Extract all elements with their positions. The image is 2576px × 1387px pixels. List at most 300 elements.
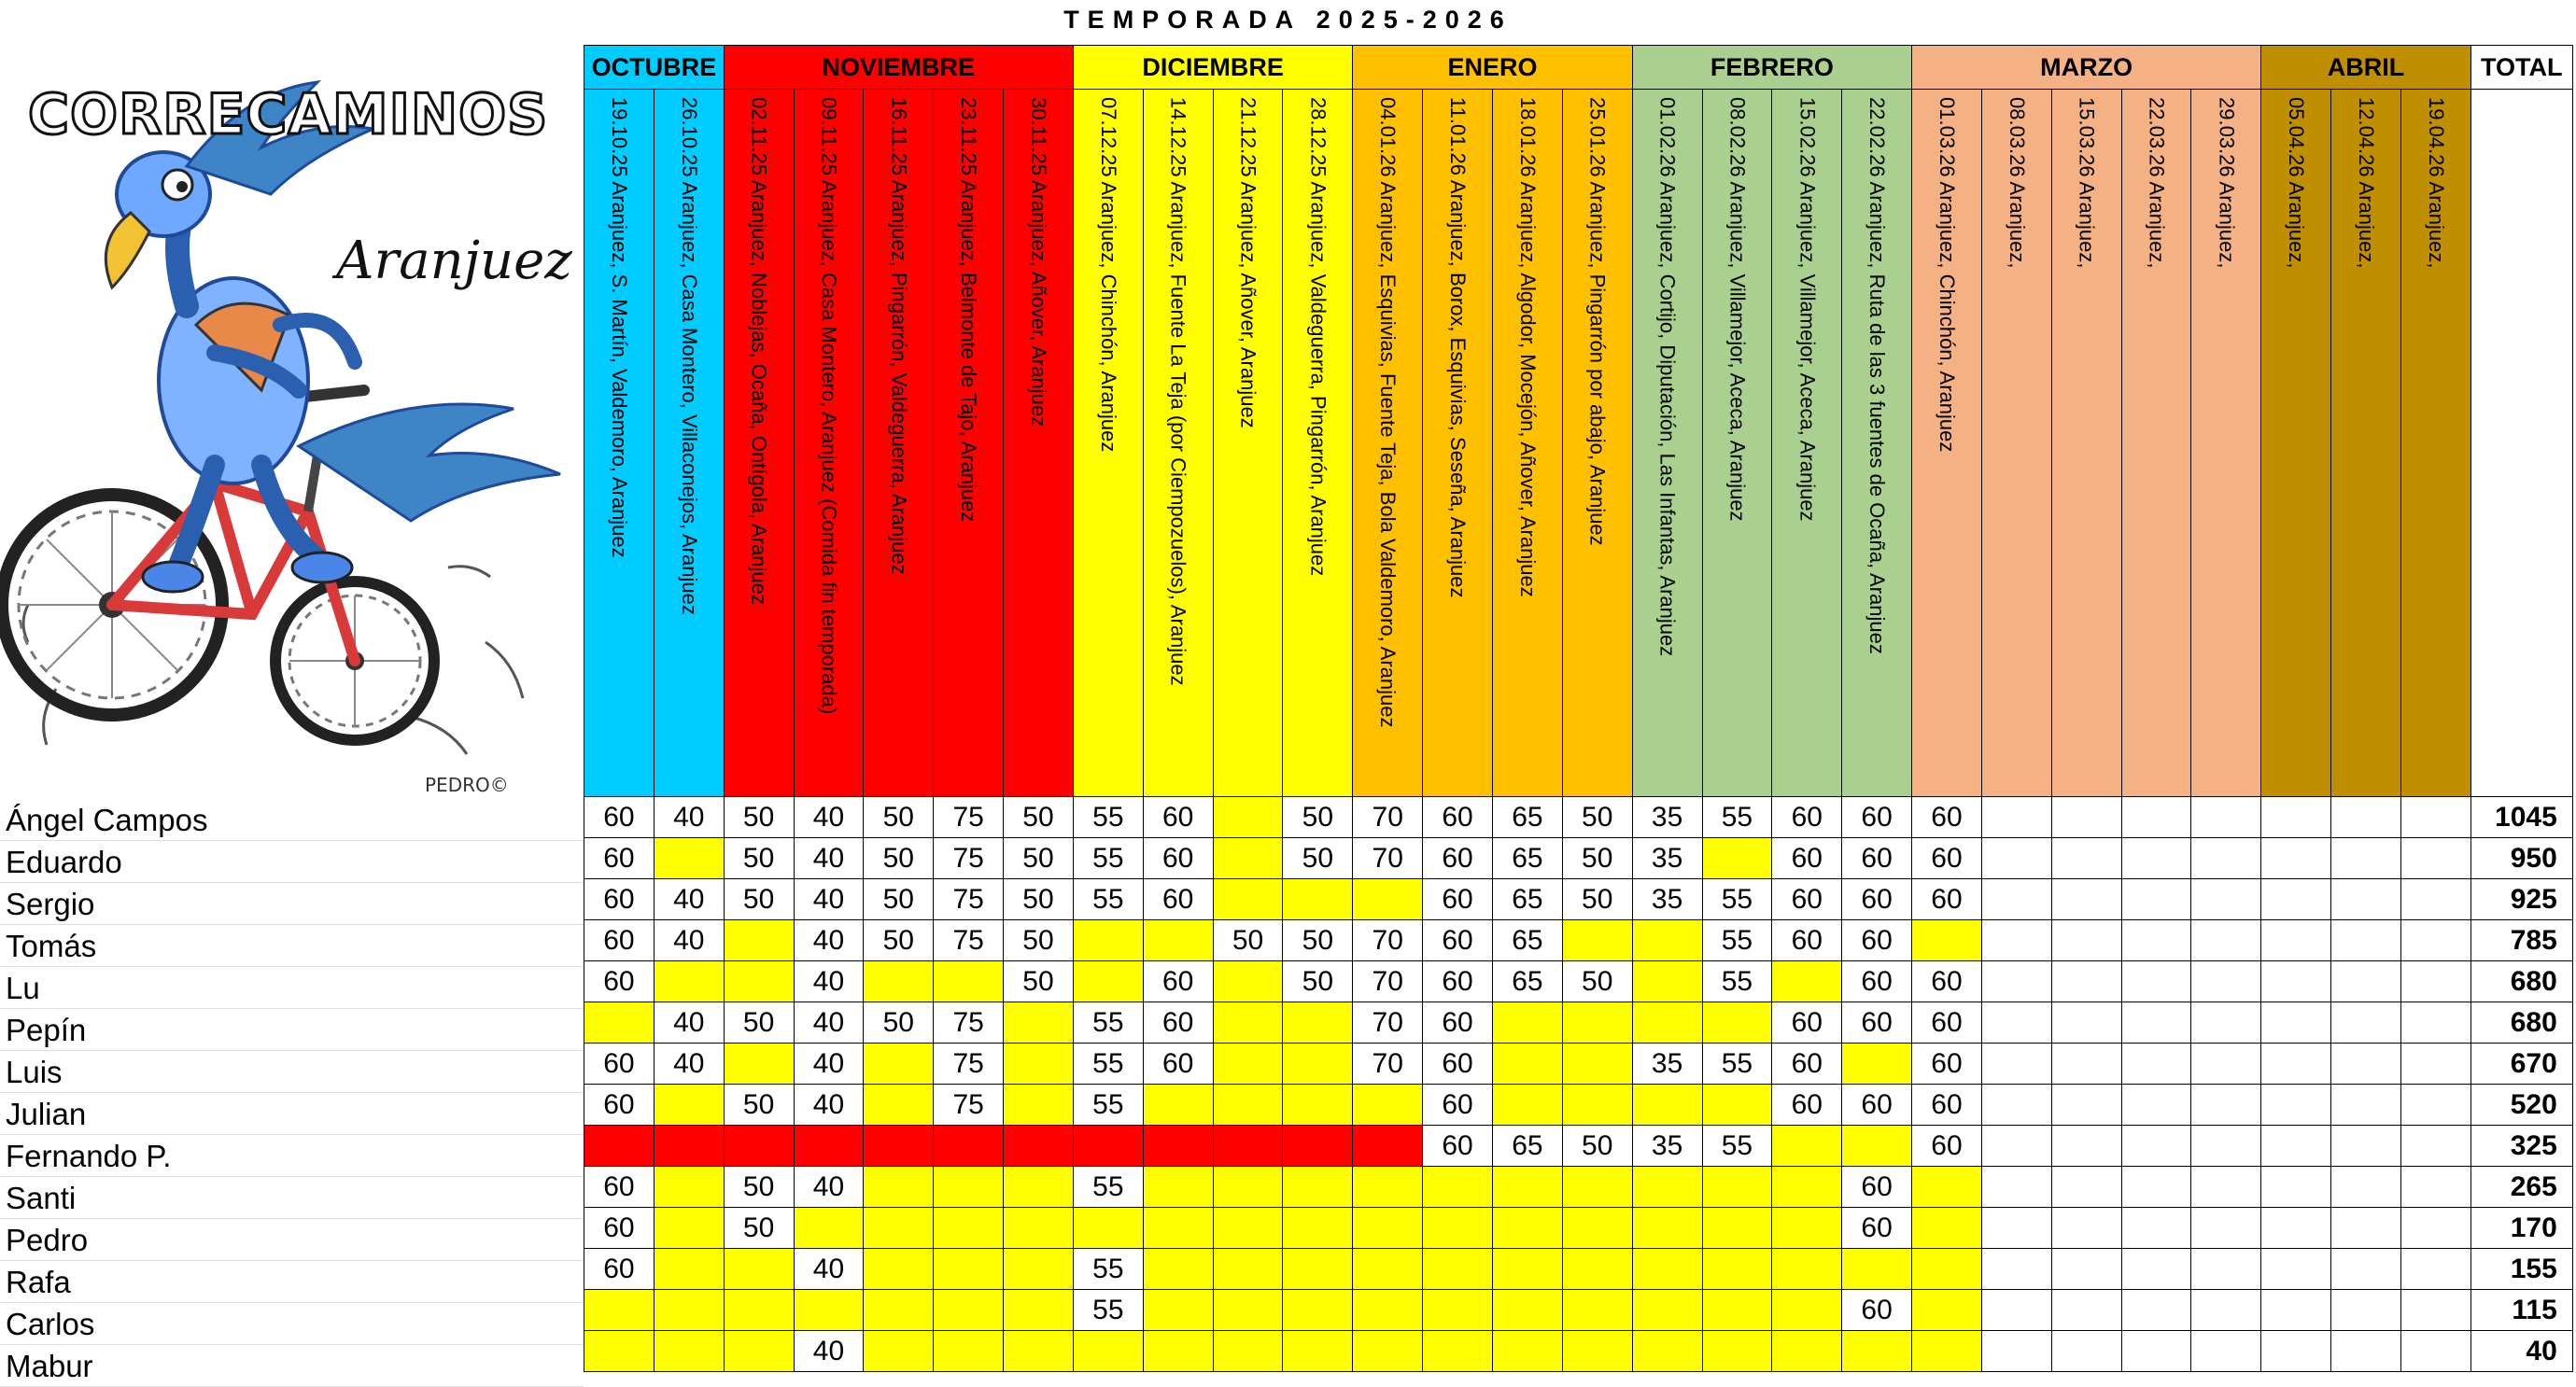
points-cell (1213, 797, 1283, 838)
points-cell (2400, 1126, 2470, 1167)
rider-name: Lu (0, 967, 584, 1009)
route-header-cell (1353, 90, 1423, 797)
points-cell (1772, 1208, 1842, 1249)
points-cell (2051, 1085, 2121, 1126)
points-cell (2191, 1208, 2261, 1249)
route-header-cell (2051, 90, 2121, 797)
points-cell: 50 (724, 879, 794, 920)
points-cell: 50 (724, 1208, 794, 1249)
points-cell (864, 1085, 934, 1126)
route-header-cell (1912, 90, 1982, 797)
route-header-cell (2121, 90, 2191, 797)
points-cell (1562, 1167, 1632, 1208)
points-cell: 50 (1562, 797, 1632, 838)
rider-total: 155 (2470, 1249, 2572, 1290)
points-cell: 40 (654, 1002, 724, 1044)
points-cell (1702, 1331, 1772, 1372)
points-cell: 75 (934, 920, 1004, 961)
points-cell (934, 1126, 1004, 1167)
points-cell: 50 (864, 1002, 934, 1044)
points-cell (1492, 1249, 1562, 1290)
points-cell (1353, 1167, 1423, 1208)
points-cell: 60 (1912, 1044, 1982, 1085)
points-cell (1632, 1331, 1702, 1372)
points-cell (1912, 1167, 1982, 1208)
points-cell: 60 (1842, 1290, 1912, 1331)
points-cell (794, 1208, 864, 1249)
points-cell: 60 (1143, 961, 1213, 1002)
points-cell: 55 (1702, 1126, 1772, 1167)
points-cell: 50 (864, 838, 934, 879)
points-cell (1283, 1044, 1353, 1085)
route-header-cell (1423, 90, 1493, 797)
points-cell (2331, 920, 2401, 961)
points-cell (1702, 1249, 1772, 1290)
points-cell (1981, 1167, 2051, 1208)
points-cell (2331, 1085, 2401, 1126)
points-cell (2331, 1290, 2401, 1331)
points-cell: 75 (934, 1002, 1004, 1044)
route-header-cell (1562, 90, 1632, 797)
points-cell (794, 1126, 864, 1167)
points-cell (1632, 920, 1702, 961)
points-cell (1981, 1044, 2051, 1085)
rider-total: 115 (2470, 1290, 2572, 1331)
points-cell: 70 (1353, 1044, 1423, 1085)
points-cell (2331, 1208, 2401, 1249)
points-cell (1702, 1290, 1772, 1331)
rider-row (584, 1331, 2573, 1372)
points-cell: 60 (1912, 1126, 1982, 1167)
rider-total: 325 (2470, 1126, 2572, 1167)
points-cell (654, 961, 724, 1002)
points-cell (2400, 1331, 2470, 1372)
rider-name: Rafa (0, 1261, 584, 1303)
logo-main-text: CORRECAMINOS (28, 82, 549, 147)
points-cell: 40 (794, 838, 864, 879)
points-cell (1073, 1208, 1143, 1249)
season-title: TEMPORADA 2025-2026 (1063, 6, 1513, 34)
points-cell (2261, 879, 2331, 920)
points-cell (2400, 1002, 2470, 1044)
points-cell (2121, 1002, 2191, 1044)
points-cell (1213, 1002, 1283, 1044)
points-cell: 60 (584, 920, 655, 961)
points-cell: 60 (584, 838, 655, 879)
points-cell (1143, 1085, 1213, 1126)
points-cell: 60 (1772, 838, 1842, 879)
points-cell (2261, 1249, 2331, 1290)
points-cell (1004, 1044, 1074, 1085)
points-cell (2261, 1208, 2331, 1249)
route-label: 08.03.26 Aranjuez, (2005, 97, 2029, 269)
points-cell (1632, 1085, 1702, 1126)
rider-name: Mabur (0, 1345, 584, 1387)
points-cell: 40 (794, 1249, 864, 1290)
points-cell (2051, 797, 2121, 838)
route-label: 16.11.25 Aranjuez, Pingarrón, Valdeguerra, Aranjuez (887, 97, 911, 575)
month-header: NOVIEMBRE (724, 46, 1073, 90)
rider-total: 40 (2470, 1331, 2572, 1372)
points-cell: 60 (1423, 1085, 1493, 1126)
route-header-cell (654, 90, 724, 797)
rider-total: 265 (2470, 1167, 2572, 1208)
points-cell: 50 (1283, 838, 1353, 879)
points-cell (1004, 1249, 1074, 1290)
points-cell (1702, 1167, 1772, 1208)
points-cell (2121, 1249, 2191, 1290)
points-cell: 55 (1073, 797, 1143, 838)
points-cell (2261, 1167, 2331, 1208)
points-cell (794, 1290, 864, 1331)
points-cell (864, 961, 934, 1002)
points-cell: 65 (1492, 920, 1562, 961)
points-cell: 55 (1702, 920, 1772, 961)
points-cell (1492, 1167, 1562, 1208)
points-cell (934, 1249, 1004, 1290)
points-cell: 60 (584, 961, 655, 1002)
points-cell (934, 1331, 1004, 1372)
rider-names-column (0, 799, 584, 1387)
points-cell (1353, 1085, 1423, 1126)
points-cell (2331, 1167, 2401, 1208)
points-cell (2261, 1002, 2331, 1044)
points-cell: 65 (1492, 797, 1562, 838)
rider-row (584, 879, 2573, 920)
points-cell (2331, 797, 2401, 838)
points-cell (1283, 1249, 1353, 1290)
route-header-cell (1213, 90, 1283, 797)
points-cell (1004, 1290, 1074, 1331)
points-cell (1283, 879, 1353, 920)
points-cell (2191, 879, 2261, 920)
month-header: ABRIL (2261, 46, 2471, 90)
points-cell (1213, 879, 1283, 920)
points-cell (1492, 1085, 1562, 1126)
points-cell (654, 1331, 724, 1372)
points-cell (1423, 1249, 1493, 1290)
points-cell: 60 (1912, 961, 1982, 1002)
points-cell (2191, 1126, 2261, 1167)
points-cell (1772, 961, 1842, 1002)
points-cell (864, 1208, 934, 1249)
points-cell: 55 (1073, 1167, 1143, 1208)
points-cell (1004, 1002, 1074, 1044)
points-cell (1353, 879, 1423, 920)
route-header-cell (1143, 90, 1213, 797)
points-cell (2331, 1331, 2401, 1372)
points-cell: 60 (584, 1249, 655, 1290)
points-cell (2261, 797, 2331, 838)
points-cell (1632, 1290, 1702, 1331)
points-cell: 50 (1004, 961, 1074, 1002)
points-cell (864, 1126, 934, 1167)
points-cell (1073, 920, 1143, 961)
points-cell (2051, 1044, 2121, 1085)
rider-total: 680 (2470, 1002, 2572, 1044)
points-cell: 50 (724, 1167, 794, 1208)
points-cell (2121, 1208, 2191, 1249)
points-cell (1981, 1126, 2051, 1167)
points-cell (1492, 1331, 1562, 1372)
points-cell (864, 1331, 934, 1372)
route-header-cell (1073, 90, 1143, 797)
points-cell (1632, 1167, 1702, 1208)
points-cell (2191, 1002, 2261, 1044)
points-cell: 50 (1004, 838, 1074, 879)
points-cell: 60 (1772, 879, 1842, 920)
points-cell: 50 (1004, 797, 1074, 838)
points-cell: 70 (1353, 961, 1423, 1002)
points-cell (1213, 1249, 1283, 1290)
points-cell (2400, 1085, 2470, 1126)
rider-row (584, 1126, 2573, 1167)
rider-row (584, 1044, 2573, 1085)
points-cell (1562, 1044, 1632, 1085)
points-cell (1981, 1085, 2051, 1126)
points-cell (1772, 1167, 1842, 1208)
month-header: ENERO (1353, 46, 1632, 90)
points-cell (724, 961, 794, 1002)
points-cell: 60 (1143, 879, 1213, 920)
points-cell: 50 (1562, 838, 1632, 879)
points-cell (1213, 1085, 1283, 1126)
points-cell (1213, 838, 1283, 879)
points-cell (1562, 920, 1632, 961)
total-header-blank (2470, 90, 2572, 797)
points-cell (2261, 920, 2331, 961)
points-cell (584, 1002, 655, 1044)
route-label: 29.03.26 Aranjuez, (2215, 97, 2239, 269)
rider-row (584, 1290, 2573, 1331)
points-cell (2191, 838, 2261, 879)
points-cell (1213, 1208, 1283, 1249)
points-cell (1143, 1331, 1213, 1372)
points-cell (654, 1249, 724, 1290)
route-label: 02.11.25 Aranjuez, Noblejas, Ocaña, Ontígola, Aranjuez (747, 97, 771, 605)
route-label: 21.12.25 Aranjuez, Añover, Aranjuez (1236, 97, 1260, 428)
route-label: 04.01.26 Aranjuez, Esquivias, Fuente Teja, Bola Valdemoro, Aranjuez (1376, 97, 1401, 728)
points-cell: 50 (1283, 920, 1353, 961)
points-cell (2121, 1085, 2191, 1126)
points-cell: 65 (1492, 879, 1562, 920)
points-cell (1283, 1331, 1353, 1372)
points-cell (2051, 1290, 2121, 1331)
points-cell (1423, 1290, 1493, 1331)
roadrunner-cyclist-illustration (0, 45, 584, 799)
points-cell (1632, 1249, 1702, 1290)
points-cell: 55 (1073, 1249, 1143, 1290)
route-label: 28.12.25 Aranjuez, Valdeguerra, Pingarrón, Aranjuez (1306, 97, 1330, 577)
rider-row (584, 797, 2573, 838)
points-cell (2261, 1331, 2331, 1372)
points-cell (1981, 797, 2051, 838)
route-label: 30.11.25 Aranjuez, Añover, Aranjuez (1026, 97, 1050, 427)
points-cell: 50 (1004, 920, 1074, 961)
points-cell: 60 (1772, 1085, 1842, 1126)
points-cell (1213, 1167, 1283, 1208)
points-cell (1213, 961, 1283, 1002)
route-header-cell (2400, 90, 2470, 797)
points-cell (1492, 1002, 1562, 1044)
points-cell (654, 1085, 724, 1126)
points-cell: 55 (1073, 1044, 1143, 1085)
points-cell (1981, 1249, 2051, 1290)
points-cell (1283, 1085, 1353, 1126)
points-cell: 55 (1702, 879, 1772, 920)
points-cell: 60 (1423, 920, 1493, 961)
points-cell: 40 (794, 961, 864, 1002)
points-cell (1283, 1167, 1353, 1208)
points-cell (1981, 838, 2051, 879)
route-header-cell (794, 90, 864, 797)
season-points-table (584, 45, 2573, 1372)
route-label: 12.04.26 Aranjuez, (2355, 97, 2379, 269)
route-header-cell (2261, 90, 2331, 797)
points-cell: 70 (1353, 920, 1423, 961)
points-cell (1772, 1249, 1842, 1290)
route-header-cell (1842, 90, 1912, 797)
points-cell (2051, 1331, 2121, 1372)
route-label: 26.10.25 Aranjuez, Casa Montero, Villaconejos, Aranjuez (677, 97, 701, 615)
points-cell (1842, 1044, 1912, 1085)
points-cell (2400, 1290, 2470, 1331)
points-cell: 60 (584, 879, 655, 920)
points-cell: 50 (724, 838, 794, 879)
correcaminos-logo (0, 45, 584, 799)
points-cell (1632, 1208, 1702, 1249)
route-label: 05.04.26 Aranjuez, (2285, 97, 2309, 269)
month-header: DICIEMBRE (1073, 46, 1352, 90)
points-cell (1143, 1167, 1213, 1208)
points-cell (2191, 1290, 2261, 1331)
points-cell (1981, 961, 2051, 1002)
rider-row (584, 1208, 2573, 1249)
points-cell: 35 (1632, 879, 1702, 920)
points-cell (1213, 1126, 1283, 1167)
points-cell: 60 (1912, 1085, 1982, 1126)
points-cell (2191, 1085, 2261, 1126)
points-cell (2051, 1208, 2121, 1249)
route-header-cell (934, 90, 1004, 797)
points-cell (1981, 1290, 2051, 1331)
points-cell: 75 (934, 879, 1004, 920)
points-cell (2121, 879, 2191, 920)
points-cell: 40 (794, 879, 864, 920)
rider-name: Pedro (0, 1219, 584, 1261)
points-cell (724, 1290, 794, 1331)
points-cell (1562, 1249, 1632, 1290)
points-cell: 60 (1143, 797, 1213, 838)
points-cell: 50 (1004, 879, 1074, 920)
rider-name: Julian (0, 1093, 584, 1135)
points-cell (2121, 838, 2191, 879)
points-cell: 50 (1213, 920, 1283, 961)
points-cell (2121, 1044, 2191, 1085)
points-cell (1004, 1331, 1074, 1372)
rider-row (584, 961, 2573, 1002)
route-header-cell (1981, 90, 2051, 797)
points-cell (864, 1044, 934, 1085)
points-cell (1143, 920, 1213, 961)
points-cell: 60 (1912, 1002, 1982, 1044)
rider-name: Ángel Campos (0, 799, 584, 841)
points-cell: 60 (1912, 797, 1982, 838)
points-cell (2400, 920, 2470, 961)
points-cell (2191, 1249, 2261, 1290)
route-label: 14.12.25 Aranjuez, Fuente La Teja (por Ciempozuelos), Aranjuez (1166, 97, 1190, 686)
points-cell: 60 (1842, 961, 1912, 1002)
month-header: FEBRERO (1632, 46, 1911, 90)
rider-total: 520 (2470, 1085, 2572, 1126)
points-cell (654, 1126, 724, 1167)
points-cell (1004, 1167, 1074, 1208)
points-cell: 75 (934, 797, 1004, 838)
rider-total: 670 (2470, 1044, 2572, 1085)
rider-name: Eduardo (0, 841, 584, 883)
points-cell (724, 1331, 794, 1372)
points-cell (864, 1167, 934, 1208)
route-header-cell (2191, 90, 2261, 797)
points-cell (2121, 1126, 2191, 1167)
points-cell: 55 (1073, 1085, 1143, 1126)
points-cell: 60 (1842, 1167, 1912, 1208)
route-label: 15.02.26 Aranjuez, Villamejor, Aceca, Aranjuez (1795, 97, 1820, 522)
points-cell (1632, 1002, 1702, 1044)
points-cell: 40 (794, 1085, 864, 1126)
points-cell (2191, 1331, 2261, 1372)
points-cell (654, 1208, 724, 1249)
points-cell: 50 (1562, 1126, 1632, 1167)
points-cell: 60 (1423, 1002, 1493, 1044)
points-cell: 60 (584, 1085, 655, 1126)
route-label: 25.01.26 Aranjuez, Pingarrón por abajo, Aranjuez (1585, 97, 1610, 546)
route-header-cell (1632, 90, 1702, 797)
points-cell (1981, 1002, 2051, 1044)
points-cell (2261, 961, 2331, 1002)
points-cell: 50 (1283, 797, 1353, 838)
points-cell (1073, 1331, 1143, 1372)
points-cell (1912, 1290, 1982, 1331)
points-cell (2191, 1167, 2261, 1208)
points-cell: 60 (1772, 797, 1842, 838)
points-cell (654, 838, 724, 879)
points-cell (1423, 1167, 1493, 1208)
route-header-cell (1283, 90, 1353, 797)
points-cell (1492, 1044, 1562, 1085)
points-cell (2121, 920, 2191, 961)
points-cell (2261, 1044, 2331, 1085)
points-cell (584, 1126, 655, 1167)
points-cell: 60 (1842, 838, 1912, 879)
points-cell: 50 (724, 1085, 794, 1126)
points-cell: 60 (1772, 920, 1842, 961)
points-cell: 40 (654, 797, 724, 838)
route-label: 19.10.25 Aranjuez, S. Martín, Valdemoro, Aranjuez (607, 97, 631, 558)
points-cell: 60 (1842, 879, 1912, 920)
points-cell (1492, 1290, 1562, 1331)
points-cell (1353, 1331, 1423, 1372)
points-cell (1143, 1208, 1213, 1249)
points-cell (1702, 1002, 1772, 1044)
points-cell (1143, 1126, 1213, 1167)
points-cell (2191, 1044, 2261, 1085)
points-cell (1283, 1208, 1353, 1249)
points-cell (934, 1167, 1004, 1208)
points-cell (934, 961, 1004, 1002)
route-label: 22.03.26 Aranjuez, (2145, 97, 2169, 269)
rider-name: Carlos (0, 1303, 584, 1345)
